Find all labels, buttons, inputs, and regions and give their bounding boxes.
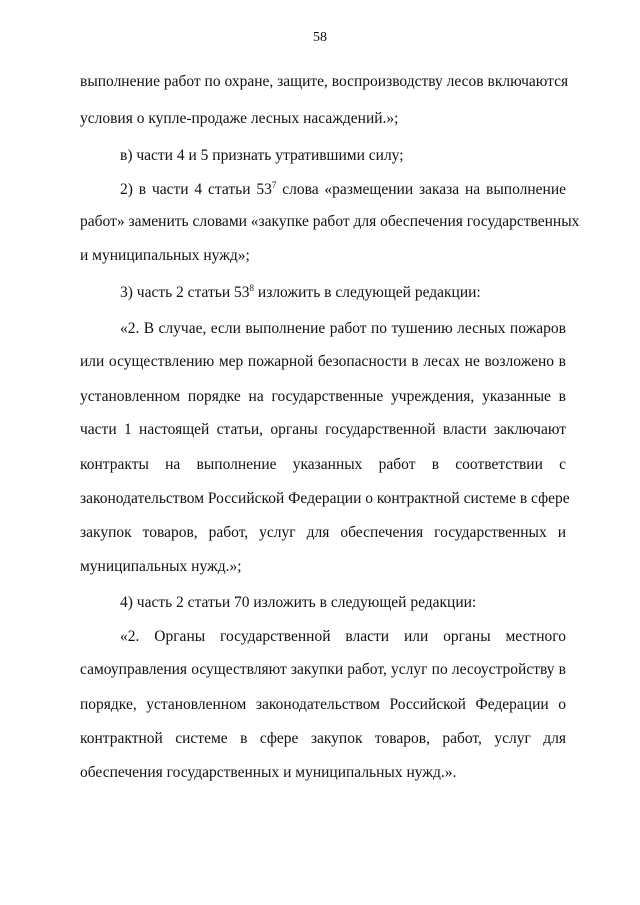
text-line-with-superscript bbox=[120, 180, 566, 200]
text-line: контракты на выполнение указанных работ в соответствии с bbox=[80, 456, 566, 473]
text-line: обеспечения государственных и муниципальных нужд.». bbox=[80, 764, 457, 781]
text-line: закупок товаров, работ, услуг для обеспечения государственных и bbox=[80, 524, 566, 541]
page-number: 58 bbox=[313, 30, 327, 45]
superscript: 7 bbox=[271, 180, 277, 190]
text-line-with-superscript bbox=[120, 283, 566, 303]
text-fragment: 3) часть 2 статьи 53 bbox=[120, 284, 250, 301]
text-line: и муниципальных нужд»; bbox=[80, 247, 250, 264]
text-fragment: изложить в следующей редакции: bbox=[254, 284, 481, 301]
text-fragment: слова «размещении заказа на выполнение bbox=[276, 181, 566, 198]
text-line: части 1 настоящей статьи, органы государственной власти заключают bbox=[80, 421, 566, 438]
text-line: установленном порядке на государственные учреждения, указанные в bbox=[80, 388, 566, 405]
text-line: в) части 4 и 5 признать утратившими силу; bbox=[120, 147, 404, 164]
text-line: выполнение работ по охране, защите, воспроизводству лесов включаются bbox=[80, 73, 569, 90]
text-line: контрактной системе в сфере закупок товаров, работ, услуг для bbox=[80, 730, 566, 747]
text-line: «2. Органы государственной власти или органы местного bbox=[120, 628, 566, 645]
text-line: муниципальных нужд.»; bbox=[80, 558, 242, 575]
text-line: работ» заменить словами «закупке работ для обеспечения государственных bbox=[80, 213, 580, 230]
text-line: условия о купле-продаже лесных насаждений.»; bbox=[80, 110, 399, 127]
text-line: самоуправления осуществляют закупки работ, услуг по лесоустройству в bbox=[80, 661, 566, 678]
text-line: законодательством Российской Федерации о контрактной системе в сфере bbox=[80, 490, 570, 507]
text-line: 4) часть 2 статьи 70 изложить в следующей редакции: bbox=[120, 594, 477, 611]
text-line: или осуществлению мер пожарной безопасности в лесах не возложено в bbox=[80, 353, 566, 370]
text-fragment: 2) в части 4 статьи 53 bbox=[120, 181, 272, 198]
text-line: порядке, установленном законодательством Российской Федерации о bbox=[80, 696, 566, 713]
text-line: «2. В случае, если выполнение работ по тушению лесных пожаров bbox=[120, 320, 566, 337]
superscript: 8 bbox=[249, 283, 255, 293]
